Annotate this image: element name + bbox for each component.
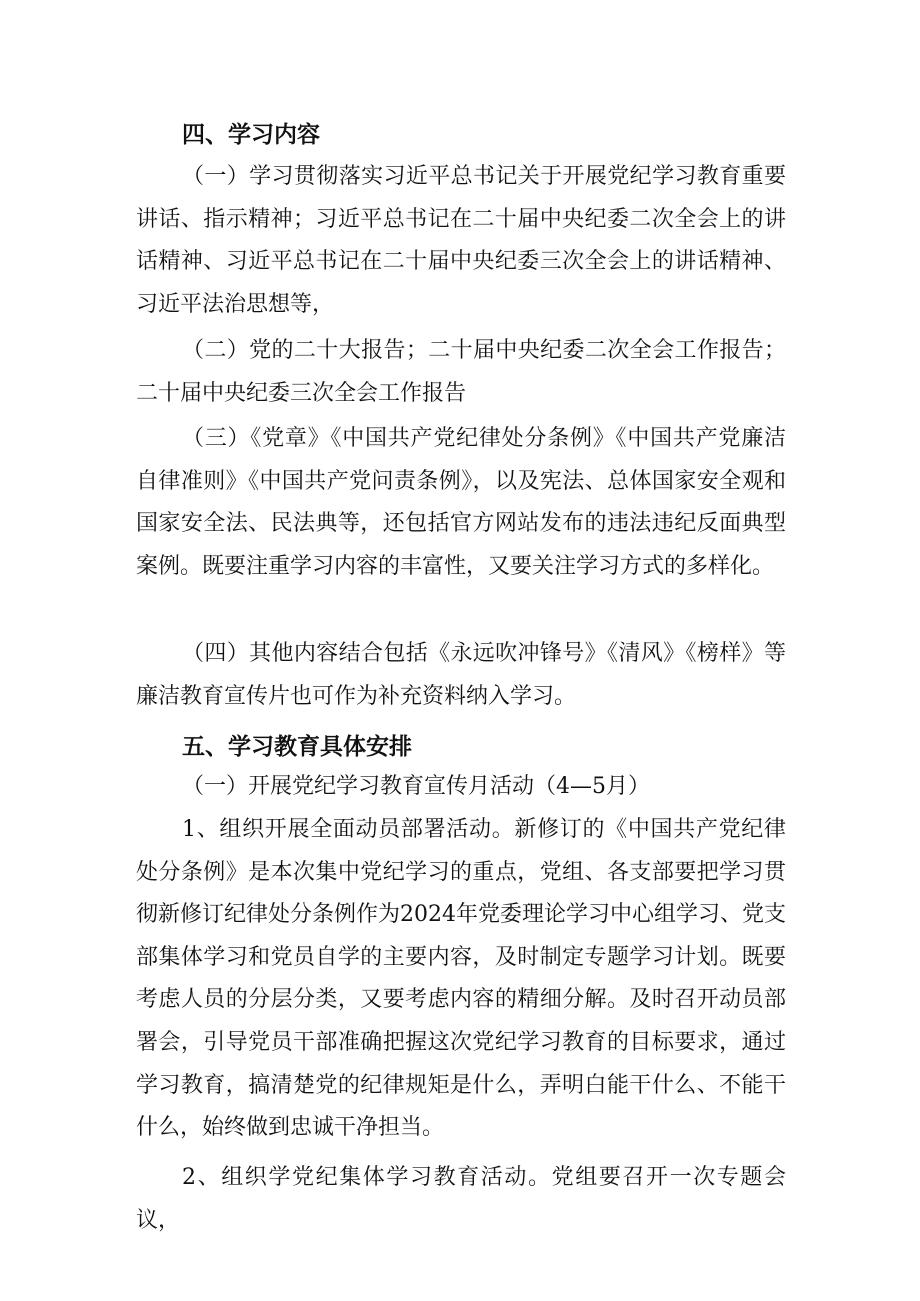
section-5-subheading-1: （一）开展党纪学习教育宣传月活动（4—5月）: [182, 774, 650, 799]
section-4-item-2: （二）党的二十大报告；二十届中央纪委二次全会工作报告；二十届中央纪委三次全会工作报告: [136, 338, 786, 406]
section-5-item-1: 1、组织开展全面动员部署活动。新修订的《中国共产党纪律处分条例》是本次集中党纪学习的重点，党组、各支部要把学习贯彻新修订纪律处分条例作为2024年党委理论学习中心组学习、党支部集体学习和党员自学的主要内容，及时制定专题学习计划。既要考虑人员的分层分类，又要考虑内容的精细分解。及时召开动员部署会，引导党员干部准确把握这次党纪学习教育的目标要求，通过学习教育，搞清楚党的纪律规矩是什么，弄明白能干什么、不能干什么，始终做到忠诚干净担当。: [136, 817, 786, 1141]
section-4-item-3: （三）《党章》《中国共产党纪律处分条例》《中国共产党廉洁自律准则》《中国共产党问责条例》，以及宪法、总体国家安全观和国家安全法、民法典等，还包括官方网站发布的违法违纪反面典型案例。既要注重学习内容的丰富性，又要关注学习方式的多样化。: [136, 426, 786, 579]
section-4-item-1: （一）学习贯彻落实习近平总书记关于开展党纪学习教育重要讲话、指示精神；习近平总书记在二十届中央纪委二次全会上的讲话精神、习近平总书记在二十届中央纪委三次全会上的讲话精神、习近平法治思想等，: [136, 164, 786, 317]
section-4-heading: 四、学习内容: [182, 122, 320, 148]
section-5-heading: 五、学习教育具体安排: [182, 734, 412, 760]
section-5-item-2: 2、组织学党纪集体学习教育活动。党组要召开一次专题会议，: [136, 1165, 786, 1233]
section-4-item-4: （四）其他内容结合包括《永远吹冲锋号》《清风》《榜样》等廉洁教育宣传片也可作为补充资料纳入学习。: [136, 641, 786, 709]
